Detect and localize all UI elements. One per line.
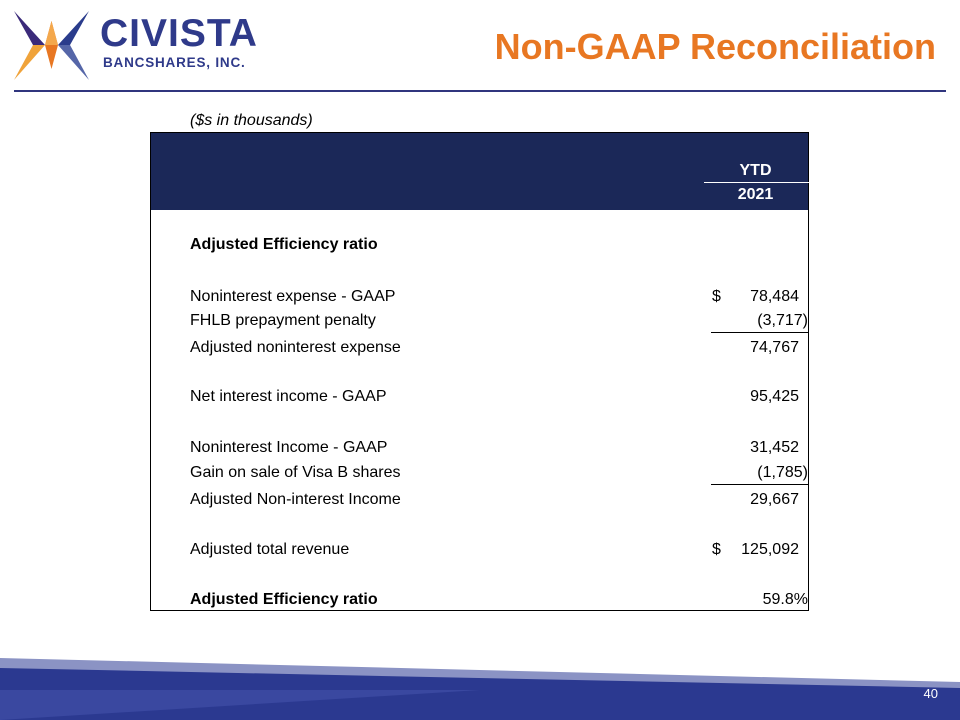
row-value: 125,092 xyxy=(741,541,799,558)
row-label: Adjusted Non-interest Income xyxy=(190,491,401,508)
units-note: ($s in thousands) xyxy=(190,112,313,129)
page-number: 40 xyxy=(923,686,938,701)
row-value: 74,767 xyxy=(750,339,799,356)
table-header xyxy=(151,133,808,210)
row-label: Adjusted noninterest expense xyxy=(190,339,401,356)
row-label: FHLB prepayment penalty xyxy=(190,312,376,329)
row-label: Noninterest expense - GAAP xyxy=(190,288,396,305)
row-label: Gain on sale of Visa B shares xyxy=(190,464,401,481)
table-row-total xyxy=(151,589,808,611)
table-row xyxy=(151,489,808,511)
footer-band xyxy=(0,650,960,720)
row-currency: $ xyxy=(712,288,721,305)
reconciliation-table xyxy=(150,132,809,611)
subtotal-underline xyxy=(711,484,808,485)
section-title-row xyxy=(151,234,808,256)
column-header-year: 2021 xyxy=(737,186,774,203)
row-value: 95,425 xyxy=(750,388,799,405)
row-label: Net interest income - GAAP xyxy=(190,388,387,405)
table-row xyxy=(151,337,808,359)
brand-name: CIVISTA xyxy=(100,12,258,55)
row-label: Noninterest Income - GAAP xyxy=(190,439,388,456)
row-value: 31,452 xyxy=(750,439,799,456)
row-currency: $ xyxy=(712,541,721,558)
civista-logo-icon xyxy=(14,11,89,80)
column-header-underline xyxy=(704,182,809,183)
row-value: 78,484 xyxy=(750,288,799,305)
subtotal-underline xyxy=(711,332,808,333)
table-row xyxy=(151,462,808,484)
row-label: Adjusted total revenue xyxy=(190,541,350,558)
table-row xyxy=(151,386,808,408)
header-divider xyxy=(14,90,946,92)
row-value: 59.8% xyxy=(762,591,808,608)
table-row xyxy=(151,539,808,561)
brand-subtitle: BANCSHARES, INC. xyxy=(103,55,246,70)
section-title: Adjusted Efficiency ratio xyxy=(190,236,378,253)
row-value: (3,717) xyxy=(757,312,808,329)
row-value: (1,785) xyxy=(757,464,808,481)
table-row xyxy=(151,310,808,332)
column-header-ytd: YTD xyxy=(739,162,772,179)
page-title: Non-GAAP Reconciliation xyxy=(494,26,936,67)
table-row xyxy=(151,286,808,308)
row-label: Adjusted Efficiency ratio xyxy=(190,591,378,608)
row-value: 29,667 xyxy=(750,491,799,508)
table-row xyxy=(151,437,808,459)
